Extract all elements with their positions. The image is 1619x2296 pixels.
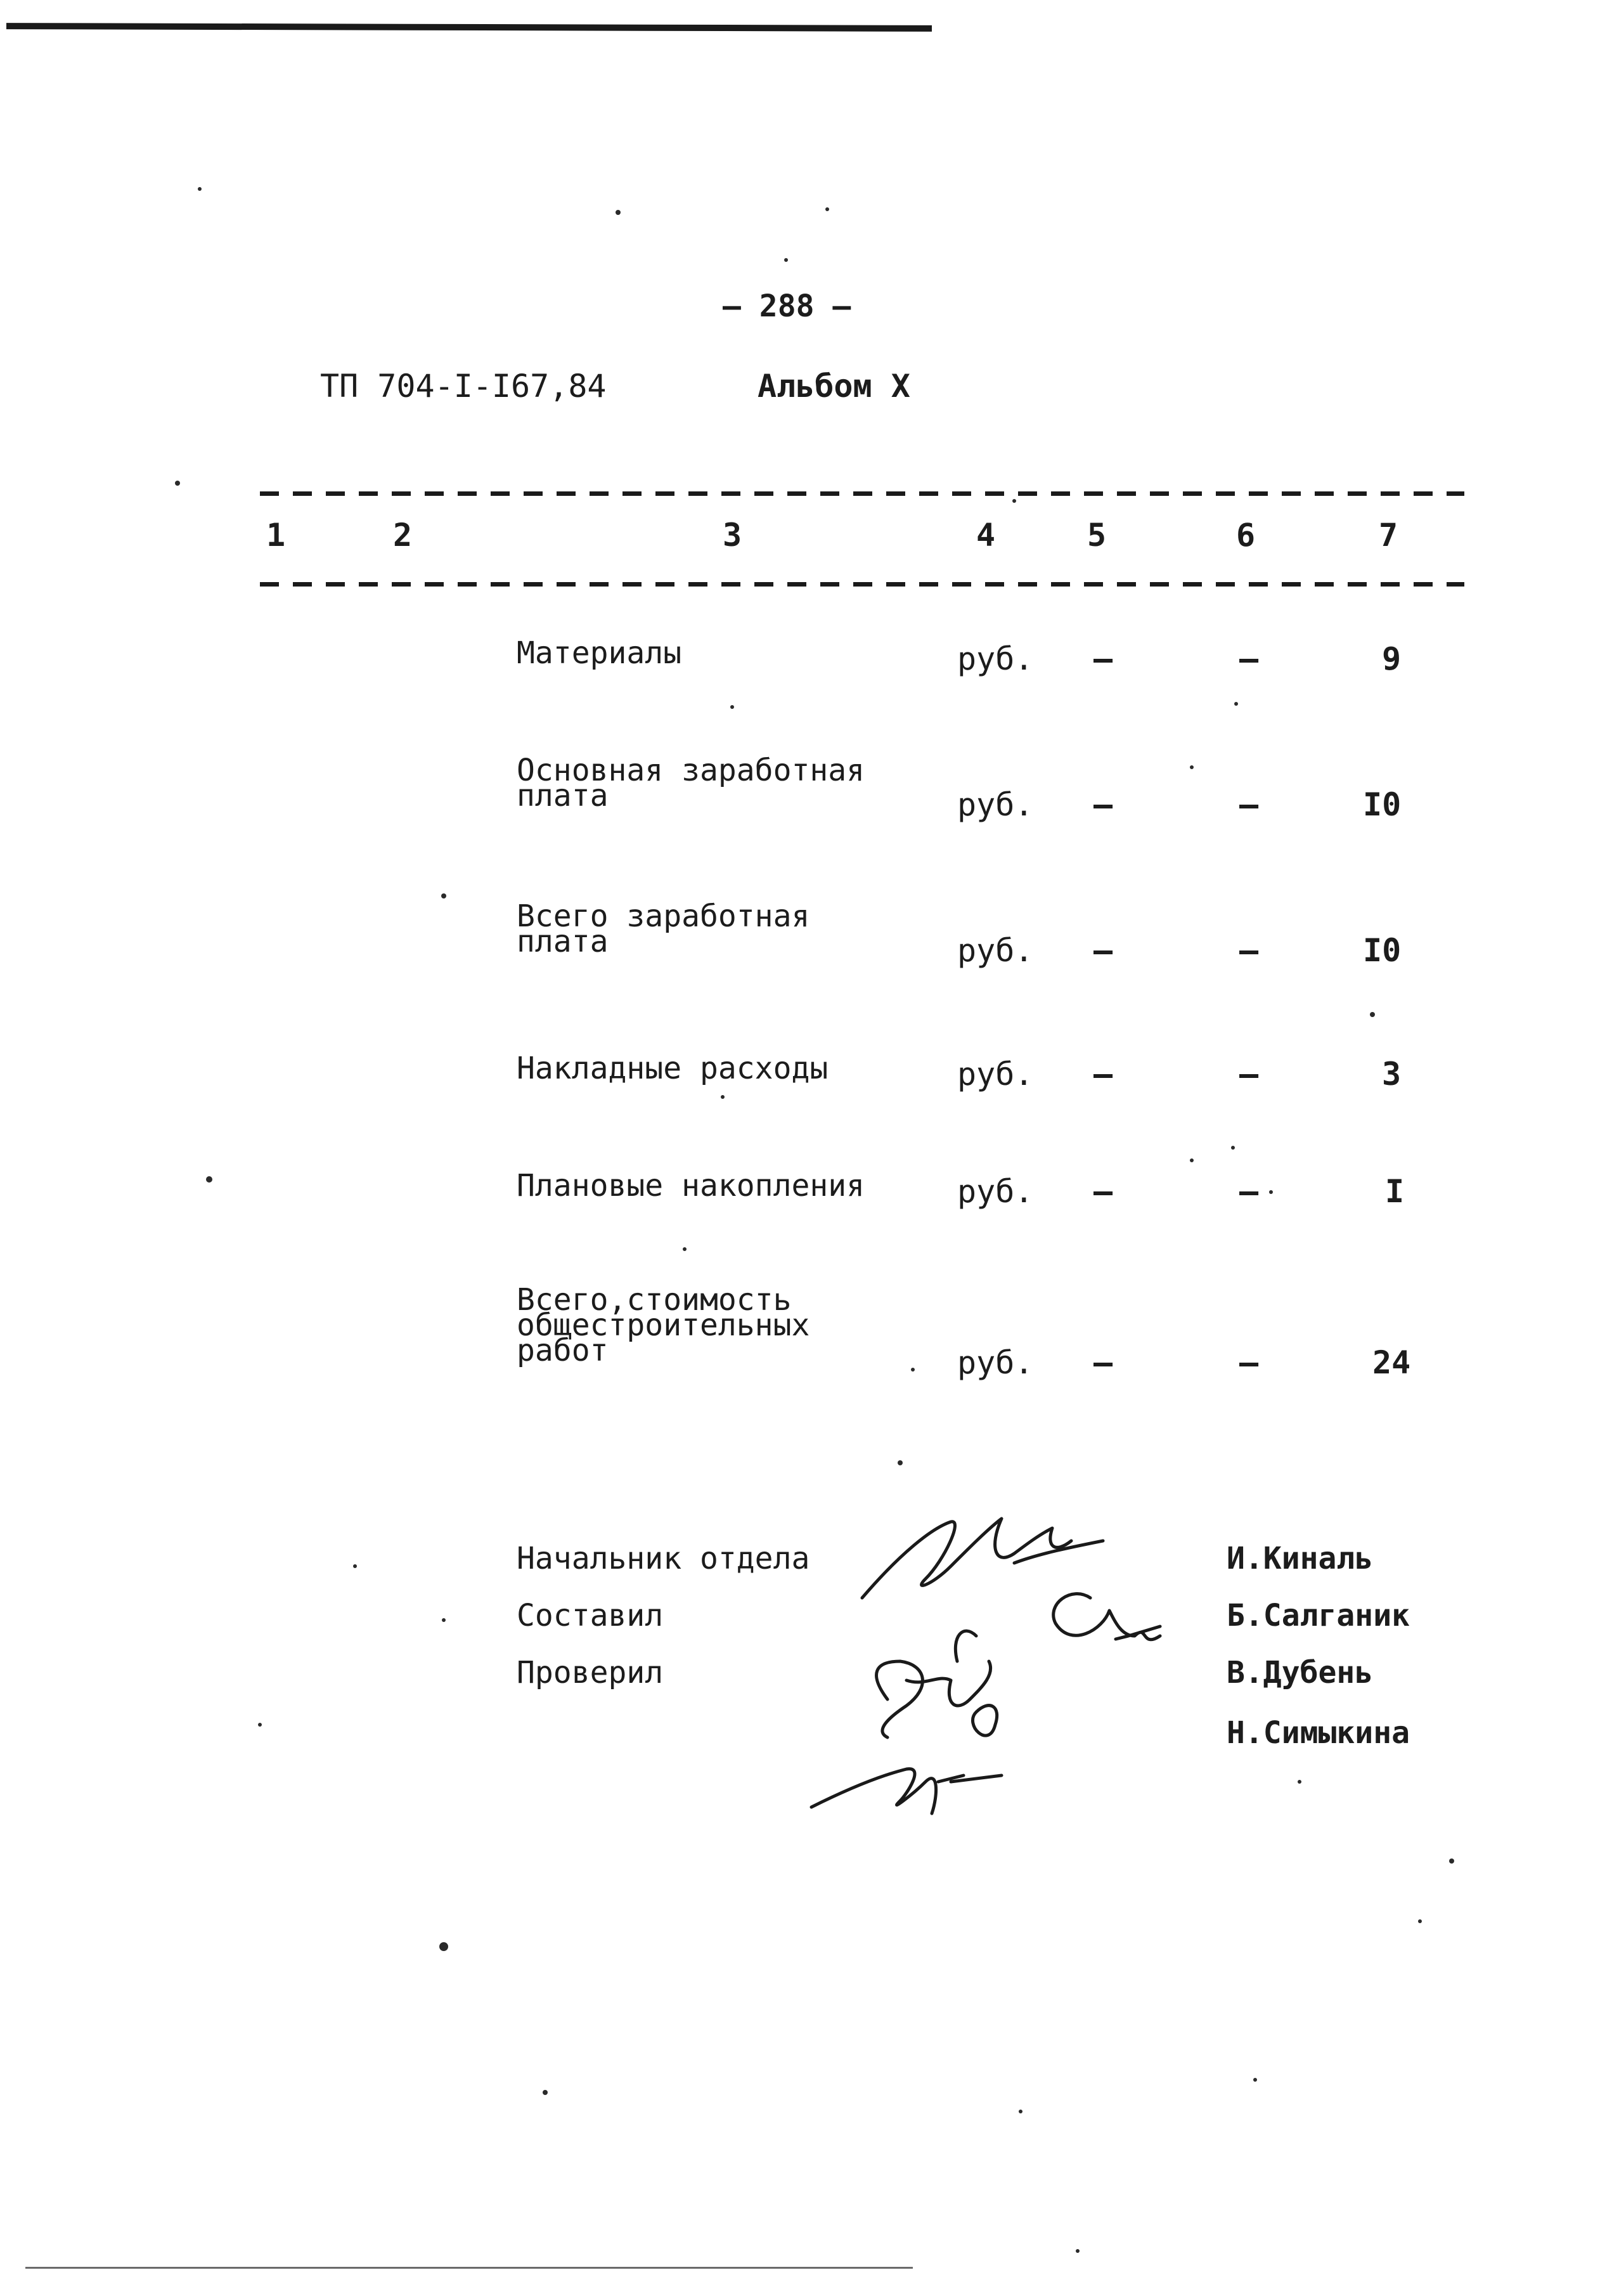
signature-title-checked: Проверил xyxy=(517,1655,664,1690)
signature-title-compiled: Составил xyxy=(517,1598,664,1633)
table-row-col6: – xyxy=(1239,1344,1259,1381)
column-header-1: 1 xyxy=(266,517,286,554)
signature-name-3: В.Дубень xyxy=(1227,1655,1374,1690)
table-row-col7: I xyxy=(1385,1173,1405,1210)
column-header-6: 6 xyxy=(1236,517,1256,554)
signature-name-4: Н.Симыкина xyxy=(1227,1715,1410,1751)
table-row-col6: – xyxy=(1239,1056,1259,1093)
table-row-unit: руб. xyxy=(957,1173,1034,1210)
table-row-col5: – xyxy=(1093,1056,1113,1093)
table-row-col6: – xyxy=(1239,640,1259,677)
table-row-col7: 24 xyxy=(1372,1344,1411,1381)
column-header-4: 4 xyxy=(976,517,996,554)
signature-name-1: И.Киналь xyxy=(1227,1541,1374,1576)
table-row-label: Основная заработная плата xyxy=(517,753,865,814)
document-code: ТП 704-I-I67,84 xyxy=(320,368,607,405)
table-row-label: Плановые накопления xyxy=(517,1168,865,1203)
table-row-col5: – xyxy=(1093,932,1113,969)
table-row-col6: – xyxy=(1239,786,1259,823)
table-row-label: Материалы xyxy=(517,635,682,671)
column-header-3: 3 xyxy=(723,517,742,554)
signature-name-2: Б.Салганик xyxy=(1227,1598,1410,1633)
album-label: Альбом X xyxy=(758,368,910,405)
column-header-2: 2 xyxy=(393,517,413,554)
table-row-col6: – xyxy=(1239,932,1259,969)
table-row-label: Всего заработная плата xyxy=(517,898,810,959)
table-row-label: Накладные расходы xyxy=(517,1051,829,1086)
table-row-label: Всего,стоимость общестроительных работ xyxy=(517,1282,810,1368)
table-row-unit: руб. xyxy=(957,640,1034,677)
column-header-7: 7 xyxy=(1379,517,1398,554)
signature-title-head: Начальник отдела xyxy=(517,1541,810,1576)
table-row-unit: руб. xyxy=(957,1056,1034,1093)
bottom-border-line xyxy=(25,2267,913,2269)
column-header-5: 5 xyxy=(1087,517,1107,554)
table-row-unit: руб. xyxy=(957,1344,1034,1381)
table-row-col6: – xyxy=(1239,1173,1259,1210)
table-row-col5: – xyxy=(1093,786,1113,823)
table-row-unit: руб. xyxy=(957,786,1034,823)
table-row-col7: 3 xyxy=(1382,1056,1402,1093)
table-row-col5: – xyxy=(1093,640,1113,677)
table-row-col7: I0 xyxy=(1363,786,1402,823)
table-row-unit: руб. xyxy=(957,932,1034,969)
table-row-col5: – xyxy=(1093,1173,1113,1210)
table-row-col7: 9 xyxy=(1382,640,1402,677)
page-number: – 288 – xyxy=(723,289,851,324)
table-row-col5: – xyxy=(1093,1344,1113,1381)
table-row-col7: I0 xyxy=(1363,932,1402,969)
